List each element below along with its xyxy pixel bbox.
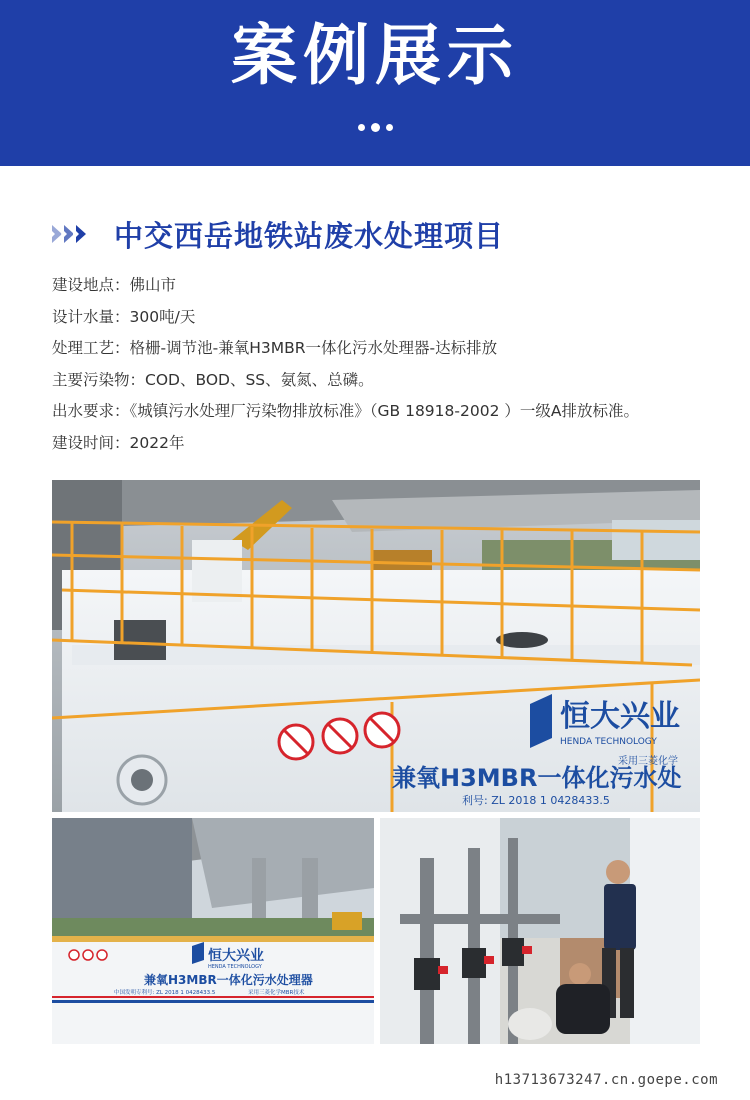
banner-title: 案例展示 [231, 16, 519, 94]
info-label: 建设时间： [52, 433, 130, 452]
main-photo-brand: 恒大兴业 [560, 699, 680, 734]
info-row-pollutants [52, 365, 712, 397]
left-photo-tech: 采用三菱化学MBR技术 [248, 990, 305, 996]
main-photo-tech: 采用三菱化学 [618, 756, 678, 767]
info-value: 佛山市 [129, 276, 177, 294]
watermark: h13713673247.cn.goepe.com [494, 1072, 718, 1088]
left-photo-brand-en: HENDA TECHNOLOGY [208, 964, 262, 970]
left-photo-brand: 恒大兴业 [208, 948, 264, 964]
left-photo-patent: 中国发明专利号: ZL 2018 1 0428433.5 [114, 990, 216, 996]
info-row-process [52, 333, 712, 365]
info-value: 《城镇污水处理厂污染物排放标准》（GB 18918-2002 ）一级A排放标准。 [129, 402, 639, 420]
triple-chevron-icon [52, 225, 88, 243]
main-photo-brand-en: HENDA TECHNOLOGY [560, 737, 657, 747]
info-label: 出水要求： [52, 402, 130, 420]
info-row-year [52, 428, 712, 460]
info-label: 主要污染物： [52, 370, 146, 389]
project-heading [52, 214, 504, 254]
main-photo-product: 兼氧H3MBR一体化污水处 [392, 764, 682, 792]
project-info [52, 270, 712, 459]
project-title: 中交西岳地铁站废水处理项目 [114, 218, 505, 253]
dot-icon [371, 123, 380, 132]
info-label: 建设地点： [52, 276, 130, 294]
dot-icon [358, 124, 365, 131]
info-label: 设计水量： [52, 307, 130, 326]
info-value: COD、BOD、SS、氨氮、总磷。 [145, 370, 374, 389]
left-photo-product: 兼氧H3MBR一体化污水处理器 [144, 973, 313, 987]
tank-under-bridge-photo [52, 818, 374, 1044]
info-row-capacity [52, 302, 712, 334]
dot-icon [386, 124, 393, 131]
info-value: 300吨/天 [129, 307, 196, 326]
info-value: 2022年 [129, 433, 185, 452]
header-banner [0, 0, 750, 166]
info-row-effluent [52, 396, 712, 428]
info-row-location [52, 270, 712, 302]
main-equipment-photo [52, 480, 700, 812]
banner-dots [358, 123, 393, 132]
info-value: 格栅-调节池-兼氧H3MBR一体化污水处理器-达标排放 [129, 339, 498, 357]
workers-valves-photo [380, 818, 700, 1044]
main-photo-patent: 利号: ZL 2018 1 0428433.5 [462, 794, 610, 807]
info-label: 处理工艺： [52, 339, 130, 357]
